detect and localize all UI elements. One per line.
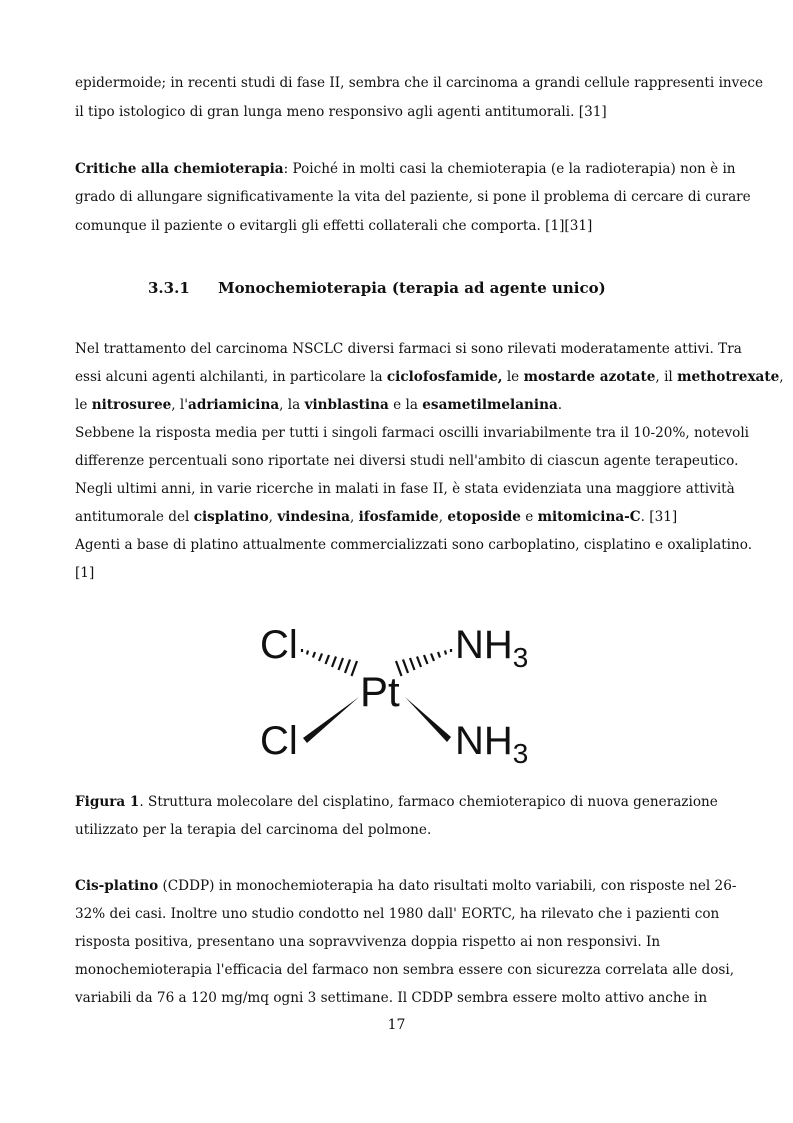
text-line bbox=[75, 104, 715, 120]
text-run: essi alcuni agenti alchilanti, in particolare la bbox=[75, 369, 387, 385]
bold-term: mostarde azotate bbox=[523, 369, 656, 385]
text-run: le bbox=[75, 397, 92, 413]
text-run: grado di allungare significativamente la vita del paziente, si pone il problema di cercare di curare bbox=[75, 189, 751, 205]
bold-term: mitomicina-C bbox=[537, 509, 641, 525]
text-line bbox=[75, 341, 742, 357]
text-run: , la bbox=[279, 397, 305, 413]
bold-term: esametilmelanina bbox=[422, 397, 558, 413]
section-number: 3.3.1 bbox=[148, 279, 190, 297]
bold-term: cisplatino bbox=[193, 509, 269, 525]
text-run: epidermoide; in recenti studi di fase II, sembra che il carcinoma a grandi cellule rappresenti invece bbox=[75, 75, 764, 91]
text-run: antitumorale del bbox=[75, 509, 194, 525]
bold-term: Cis-platino bbox=[75, 878, 159, 894]
text-run: . Struttura molecolare del cisplatino, farmaco chemioterapico di nuova generazione bbox=[139, 794, 718, 810]
text-run: [1] bbox=[75, 565, 95, 581]
text-line bbox=[75, 397, 715, 413]
text-line bbox=[75, 794, 718, 810]
text-run: Nel trattamento del carcinoma NSCLC diversi farmaci si sono rilevati moderatamente attivi. Tra bbox=[75, 341, 742, 357]
text-line bbox=[75, 425, 750, 441]
bold-term: etoposide bbox=[447, 509, 521, 525]
text-run: il tipo istologico di gran lunga meno responsivo agli agenti antitumorali. [31] bbox=[75, 104, 607, 120]
text-run: differenze percentuali sono riportate nei diversi studi nell'ambito di ciascun agente terapeutico. bbox=[75, 453, 739, 469]
text-line bbox=[75, 453, 739, 469]
bold-term: nitrosuree bbox=[91, 397, 172, 413]
text-line bbox=[75, 906, 720, 922]
text-run: e bbox=[520, 509, 538, 525]
bold-term: Figura 1 bbox=[75, 794, 140, 810]
text-run: , bbox=[779, 369, 784, 385]
bold-term: Critiche alla chemioterapia bbox=[75, 161, 284, 177]
text-run: Negli ultimi anni, in varie ricerche in malati in fase II, è stata evidenziata una maggiore attività bbox=[75, 481, 735, 497]
text-line bbox=[75, 934, 715, 950]
atom-pt: Pt bbox=[360, 668, 400, 715]
text-run: , bbox=[349, 509, 359, 525]
text-run: monochemioterapia l'efficacia del farmaco non sembra essere con sicurezza correlata alle dosi, bbox=[75, 962, 735, 978]
text-line bbox=[75, 369, 784, 385]
text-run: . bbox=[557, 397, 563, 413]
text-run: , il bbox=[655, 369, 678, 385]
text-run: . [31] bbox=[640, 509, 678, 525]
bold-term: vindesina bbox=[277, 509, 350, 525]
text-run: , l' bbox=[171, 397, 189, 413]
bold-term: ciclofosfamide, bbox=[386, 369, 503, 385]
text-run: 32% dei casi. Inoltre uno studio condotto nel 1980 dall' EORTC, ha rilevato che i pazienti con bbox=[75, 906, 720, 922]
text-line bbox=[75, 218, 715, 234]
text-run: : Poiché in molti casi la chemioterapia (e la radioterapia) non è in bbox=[283, 161, 736, 177]
text-run: , bbox=[438, 509, 448, 525]
text-run: risposta positiva, presentano una sopravvivenza doppia rispetto ai non responsivi. In bbox=[75, 934, 661, 950]
text-line bbox=[75, 75, 764, 91]
text-run: Sebbene la risposta media per tutti i singoli farmaci oscilli invariabilmente tra il 10-20%, notevoli bbox=[75, 425, 750, 441]
text-run: variabili da 76 a 120 mg/mq ogni 3 settimane. Il CDDP sembra essere molto attivo anche in bbox=[75, 990, 708, 1006]
cisplatin-structure-figure bbox=[255, 612, 545, 777]
text-line bbox=[75, 990, 715, 1006]
section-title: Monochemioterapia (terapia ad agente unico) bbox=[218, 279, 606, 297]
text-line bbox=[75, 962, 735, 978]
text-run: le bbox=[502, 369, 524, 385]
text-run: utilizzato per la terapia del carcinoma del polmone. bbox=[75, 822, 432, 838]
bold-term: vinblastina bbox=[304, 397, 389, 413]
text-line bbox=[75, 481, 735, 497]
bold-term: ifosfamide bbox=[358, 509, 439, 525]
text-run: comunque il paziente o evitargli gli effetti collaterali che comporta. [1][31] bbox=[75, 218, 593, 234]
text-line bbox=[75, 509, 715, 525]
text-line bbox=[75, 537, 753, 553]
text-line bbox=[75, 878, 737, 894]
atom-cl-bottom: Cl bbox=[260, 719, 298, 763]
atom-nh3-top: $NH_3$ bbox=[455, 623, 529, 673]
text-run: Agenti a base di platino attualmente commercializzati sono carboplatino, cisplatino e oxaliplatino. bbox=[75, 537, 753, 553]
text-line bbox=[75, 161, 736, 177]
page-number: 17 bbox=[387, 1017, 406, 1033]
atom-cl-top: Cl bbox=[260, 623, 298, 667]
bold-term: methotrexate bbox=[677, 369, 780, 385]
text-line bbox=[75, 822, 715, 838]
text-run: , bbox=[268, 509, 278, 525]
text-run: e la bbox=[388, 397, 423, 413]
text-line bbox=[75, 565, 715, 581]
text-line bbox=[75, 189, 751, 205]
atom-nh3-bottom: $NH_3$ bbox=[455, 719, 529, 769]
text-run: (CDDP) in monochemioterapia ha dato risultati molto variabili, con risposte nel 26- bbox=[158, 878, 737, 894]
bold-term: adriamicina bbox=[188, 397, 280, 413]
